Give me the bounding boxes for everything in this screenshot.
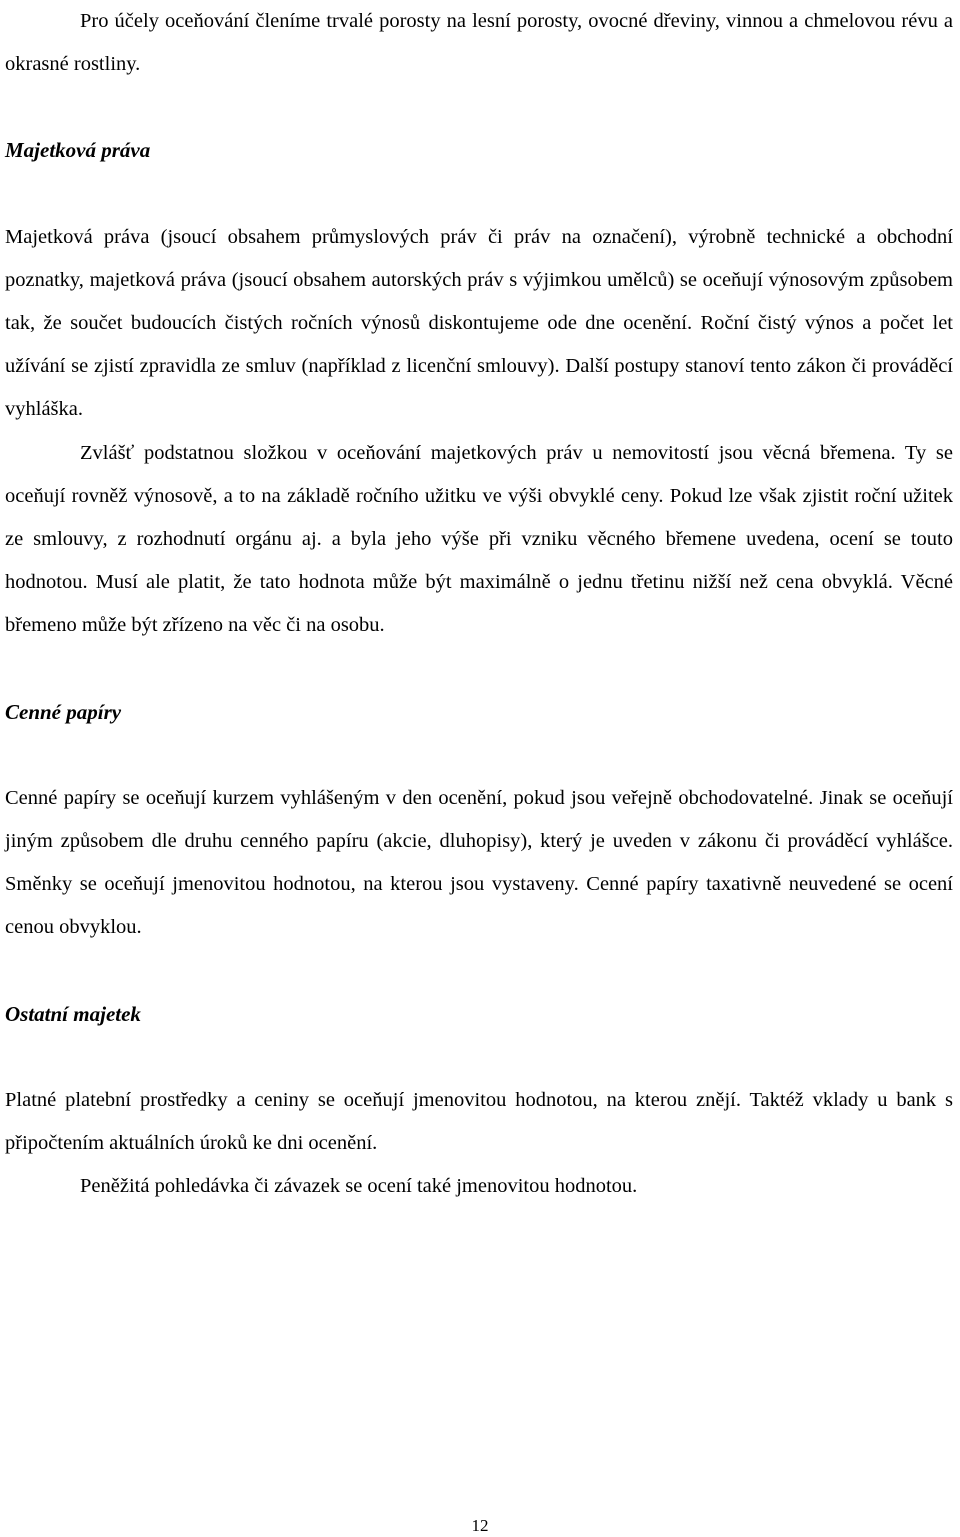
cenne-papiry-paragraph-1: Cenné papíry se oceňují kurzem vyhlášeným v den ocenění, pokud jsou veřejně obchodovatelné. Jinak se oceňují jiným způsobem dle druhu cenného papíru (akcie, dluhopisy), který je uveden v zákonu či prováděcí vyhlášce. Směnky se oceňují jmenovitou hodnotou, na kterou jsou vystaveny. Cenné papíry taxativně neuvedené se ocení cenou obvyklou.: [5, 786, 953, 939]
section-heading-cenne-papiry: Cenné papíry: [5, 699, 122, 724]
section-heading-majetkova-prava: Majetková práva: [5, 138, 151, 163]
ostatni-majetek-paragraph-2: Peněžitá pohledávka či závazek se ocení také jmenovitou hodnotou.: [80, 1175, 638, 1198]
section-heading-ostatni-majetek: Ostatní majetek: [5, 1001, 141, 1026]
majetkova-prava-paragraph-1: Majetková práva (jsoucí obsahem průmyslových práv či práv na označení), výrobně technické a obchodní poznatky, majetková práva (jsoucí obsahem autorských práv s výjimkou umělců) se oceňují výnosovým způsobem tak, že součet budoucích čistých ročních výnosů diskontujeme ode dne ocenění. Roční čistý výnos a počet let užívání se zjistí zpravidla ze smluv (například z licenční smlouvy). Další postupy stanoví tento zákon či prováděcí vyhláška.: [5, 225, 953, 421]
document-page: [5, 0, 953, 1208]
page-number: 12: [471, 1516, 489, 1535]
spacer: [5, 86, 953, 129]
spacer: [5, 1036, 953, 1079]
majetkova-prava-paragraph-2: Zvlášť podstatnou složkou v oceňování majetkových práv u nemovitostí jsou věcná břemena. Ty se oceňují rovněž výnosově, a to na základě ročního užitku ve výši obvyklé ceny. Pokud lze však zjistit roční užitek ze smlouvy, z rozhodnutí orgánu aj. a byla jeho výše při vzniku věcného břemene uvedena, ocení se touto hodnotou. Musí ale platit, že tato hodnota může být maximálně o jednu třetinu nižší než cena obvyklá. Věcné břemeno může být zřízeno na věc či na osobu.: [5, 441, 953, 637]
spacer: [5, 173, 953, 216]
spacer: [5, 734, 953, 777]
spacer: [5, 950, 953, 993]
intro-paragraph: Pro účely oceňování členíme trvalé porosty na lesní porosty, ovocné dřeviny, vinnou a chmelovou révu a okrasné rostliny.: [5, 10, 953, 76]
ostatni-majetek-paragraph-1: Platné platební prostředky a ceniny se oceňují jmenovitou hodnotou, na kterou znějí. Taktéž vklady u bank s připočtením aktuálních úroků ke dni ocenění.: [5, 1088, 953, 1155]
spacer: [5, 648, 953, 691]
